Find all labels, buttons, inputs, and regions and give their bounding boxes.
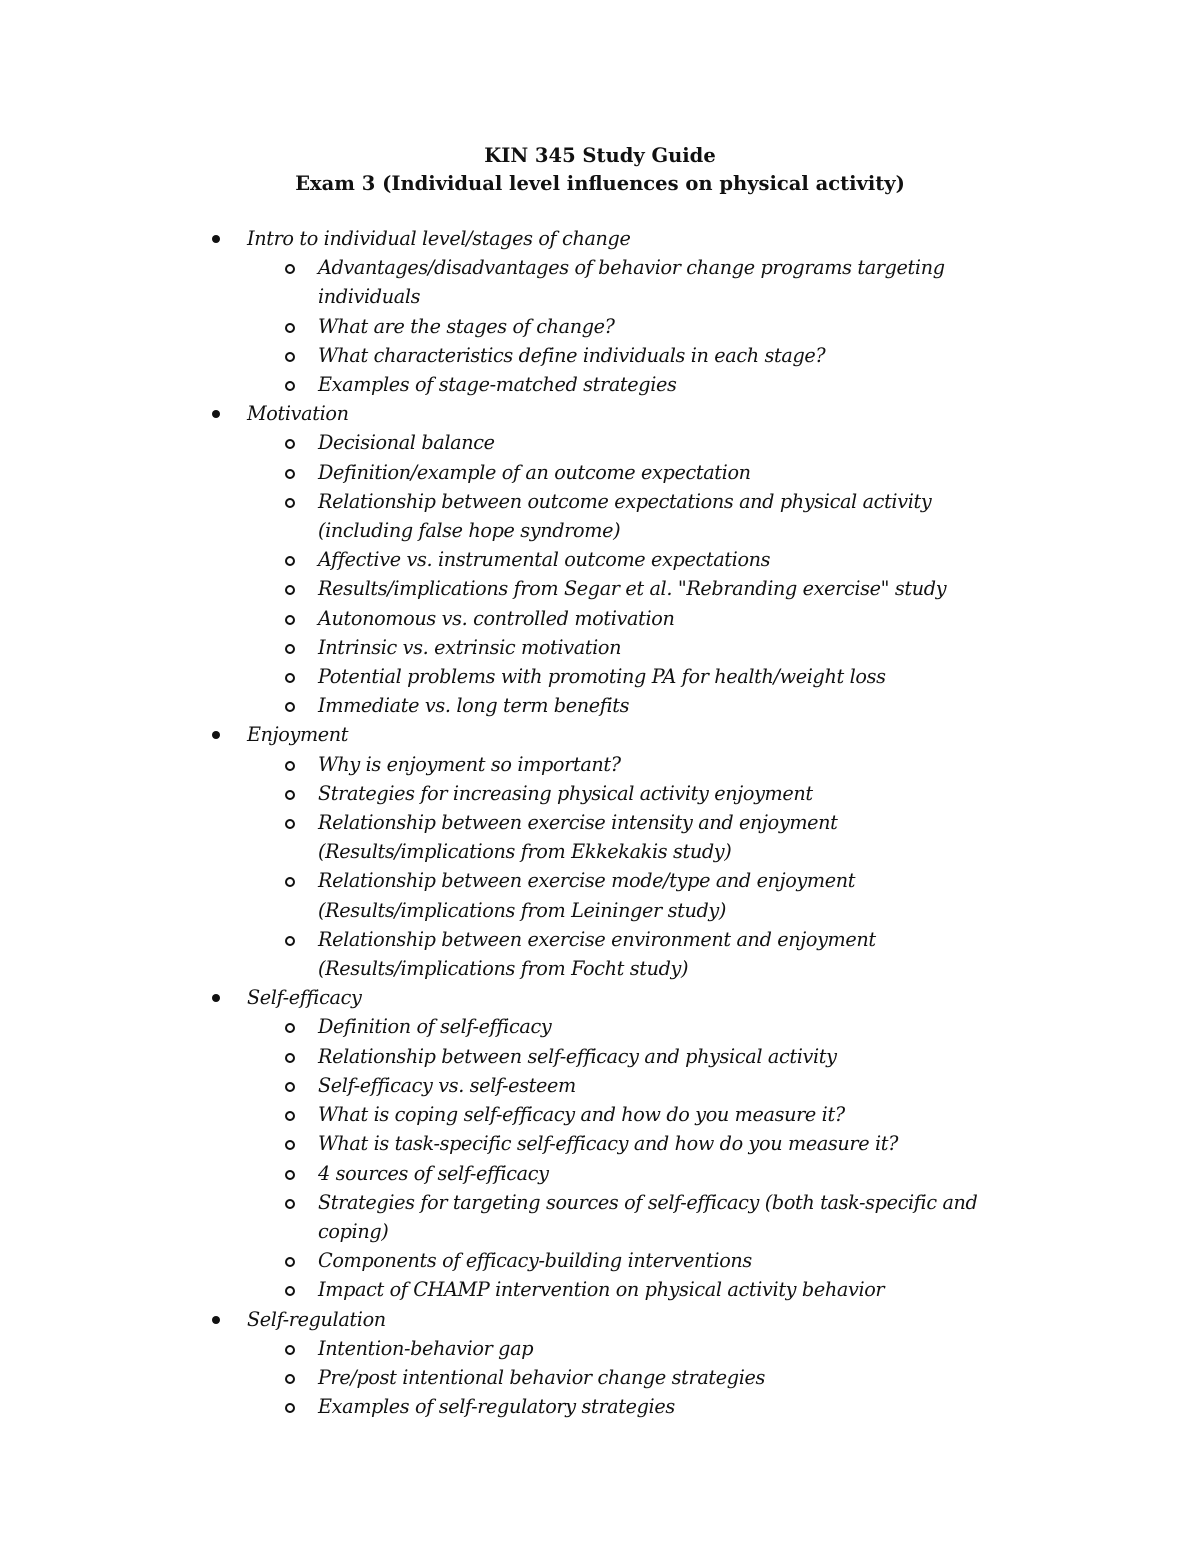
hollow-bullet-icon — [285, 585, 295, 595]
topic-item — [0, 253, 1200, 311]
hollow-bullet-icon — [285, 790, 295, 800]
topic-text: Examples of self-regulatory strategies — [318, 1395, 675, 1419]
topic-item — [0, 1012, 1200, 1041]
topic-text: Intention-behavior gap — [318, 1336, 534, 1360]
topic-item — [0, 1363, 1200, 1392]
hollow-bullet-icon — [285, 1170, 295, 1180]
topic-text: Why is enjoyment so important? — [318, 752, 621, 776]
topic-item — [0, 1129, 1200, 1158]
topic-list — [0, 428, 1200, 720]
topic-text: Strategies for increasing physical activity enjoyment — [318, 781, 813, 805]
topic-text: Decisional balance — [318, 431, 495, 455]
course-title: KIN 345 Study Guide — [484, 144, 716, 167]
topic-item — [0, 808, 1200, 866]
topic-item — [0, 604, 1200, 633]
topic-list — [0, 253, 1200, 399]
section-heading: Self-efficacy — [247, 986, 362, 1010]
hollow-bullet-icon — [285, 1286, 295, 1296]
section-heading-row — [0, 720, 1200, 749]
bullet-icon — [212, 410, 220, 418]
topic-item — [0, 633, 1200, 662]
topic-item — [0, 574, 1200, 603]
topic-text: Autonomous vs. controlled motivation — [318, 606, 675, 630]
document-title — [0, 142, 1200, 198]
topic-item — [0, 312, 1200, 341]
section-heading-row — [0, 1305, 1200, 1334]
topic-text: What is coping self-efficacy and how do you measure it? — [318, 1103, 845, 1127]
topic-text: Relationship between exercise intensity and enjoyment (Results/implications from Ekkekakis study) — [318, 811, 838, 864]
outline-section — [0, 720, 1200, 983]
hollow-bullet-icon — [285, 439, 295, 449]
section-heading: Enjoyment — [247, 723, 349, 747]
topic-item — [0, 428, 1200, 457]
hollow-bullet-icon — [285, 1023, 295, 1033]
outline-section — [0, 399, 1200, 720]
topic-item — [0, 866, 1200, 924]
bullet-icon — [212, 994, 220, 1002]
hollow-bullet-icon — [285, 877, 295, 887]
outline-section — [0, 983, 1200, 1304]
topic-text: What is task-specific self-efficacy and how do you measure it? — [318, 1132, 899, 1156]
topic-item — [0, 545, 1200, 574]
topic-text: Results/implications from Segar et al. "Rebranding exercise" study — [318, 577, 947, 601]
bullet-icon — [212, 731, 220, 739]
hollow-bullet-icon — [285, 264, 295, 274]
hollow-bullet-icon — [285, 1140, 295, 1150]
topic-text: Definition/example of an outcome expectation — [318, 460, 751, 484]
bullet-icon — [212, 235, 220, 243]
topic-item — [0, 662, 1200, 691]
topic-item — [0, 341, 1200, 370]
topic-item — [0, 691, 1200, 720]
topic-item — [0, 1100, 1200, 1129]
topic-text: Impact of CHAMP intervention on physical activity behavior — [318, 1278, 885, 1302]
topic-item — [0, 779, 1200, 808]
hollow-bullet-icon — [285, 1111, 295, 1121]
topic-text: Affective vs. instrumental outcome expectations — [318, 548, 771, 572]
section-heading-row — [0, 399, 1200, 428]
hollow-bullet-icon — [285, 556, 295, 566]
topic-text: Components of efficacy-building interventions — [318, 1249, 752, 1273]
topic-item — [0, 1188, 1200, 1246]
topic-item — [0, 1042, 1200, 1071]
section-heading: Motivation — [247, 402, 349, 426]
hollow-bullet-icon — [285, 323, 295, 333]
section-heading-row — [0, 983, 1200, 1012]
hollow-bullet-icon — [285, 381, 295, 391]
section-heading: Intro to individual level/stages of change — [247, 227, 631, 250]
topic-text: What characteristics define individuals in each stage? — [318, 343, 826, 367]
topic-text: What are the stages of change? — [318, 314, 615, 338]
hollow-bullet-icon — [285, 1374, 295, 1384]
topic-text: Strategies for targeting sources of self-efficacy (both task-specific and coping) — [318, 1190, 978, 1243]
topic-text: Potential problems with promoting PA for health/weight loss — [318, 665, 886, 689]
topic-item — [0, 1159, 1200, 1188]
topic-text: Pre/post intentional behavior change strategies — [318, 1365, 766, 1389]
topic-item — [0, 1334, 1200, 1363]
hollow-bullet-icon — [285, 352, 295, 362]
hollow-bullet-icon — [285, 1345, 295, 1355]
hollow-bullet-icon — [285, 615, 295, 625]
topic-item — [0, 1246, 1200, 1275]
topic-item — [0, 487, 1200, 545]
outline-section — [0, 1305, 1200, 1422]
hollow-bullet-icon — [285, 819, 295, 829]
hollow-bullet-icon — [285, 469, 295, 479]
hollow-bullet-icon — [285, 1053, 295, 1063]
topic-item — [0, 458, 1200, 487]
topic-list — [0, 750, 1200, 984]
topic-text: Intrinsic vs. extrinsic motivation — [318, 635, 622, 659]
topic-text: Relationship between self-efficacy and physical activity — [318, 1044, 837, 1068]
study-guide-outline — [0, 224, 1200, 1421]
hollow-bullet-icon — [285, 1082, 295, 1092]
hollow-bullet-icon — [285, 1199, 295, 1209]
topic-item — [0, 750, 1200, 779]
hollow-bullet-icon — [285, 1403, 295, 1413]
topic-text: 4 sources of self-efficacy — [318, 1161, 549, 1185]
topic-text: Relationship between exercise mode/type and enjoyment (Results/implications from Leininger study) — [318, 869, 856, 922]
topic-item — [0, 1392, 1200, 1421]
topic-list — [0, 1012, 1200, 1304]
topic-item — [0, 1071, 1200, 1100]
exam-title: Exam 3 (Individual level influences on physical activity) — [295, 172, 905, 195]
hollow-bullet-icon — [285, 644, 295, 654]
hollow-bullet-icon — [285, 702, 295, 712]
topic-text: Definition of self-efficacy — [318, 1015, 552, 1039]
topic-text: Advantages/disadvantages of behavior change programs targeting individuals — [318, 256, 945, 309]
outline-section — [0, 224, 1200, 399]
section-heading-row — [0, 224, 1200, 253]
hollow-bullet-icon — [285, 498, 295, 508]
hollow-bullet-icon — [285, 1257, 295, 1267]
hollow-bullet-icon — [285, 761, 295, 771]
topic-item — [0, 925, 1200, 983]
topic-item — [0, 1275, 1200, 1304]
topic-text: Immediate vs. long term benefits — [318, 694, 630, 718]
hollow-bullet-icon — [285, 673, 295, 683]
topic-text: Relationship between exercise environment and enjoyment (Results/implications from Focht study) — [318, 927, 876, 981]
topic-text: Self-efficacy vs. self-esteem — [318, 1073, 576, 1097]
topic-item — [0, 370, 1200, 399]
hollow-bullet-icon — [285, 936, 295, 946]
topic-list — [0, 1334, 1200, 1422]
topic-text: Relationship between outcome expectations and physical activity (including false hope syndrome) — [318, 489, 932, 543]
topic-text: Examples of stage-matched strategies — [318, 373, 677, 397]
bullet-icon — [212, 1316, 220, 1324]
section-heading: Self-regulation — [247, 1307, 386, 1331]
